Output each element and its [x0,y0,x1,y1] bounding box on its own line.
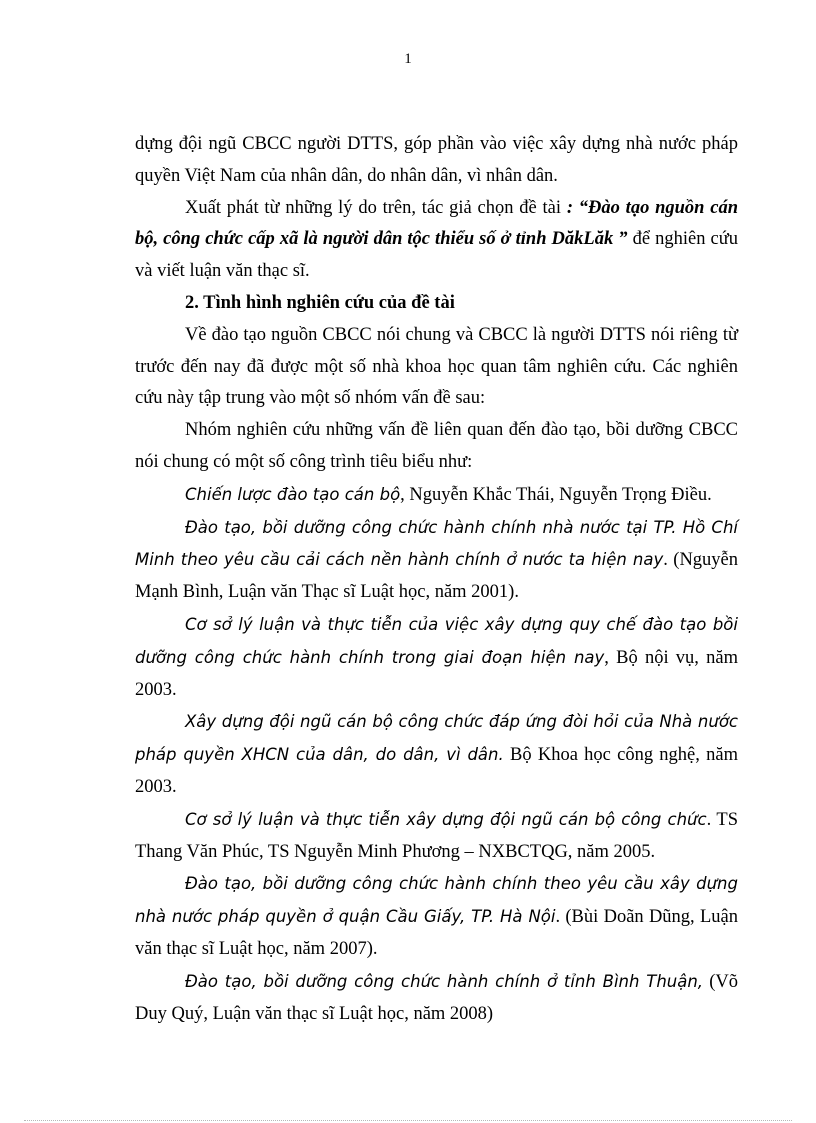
paragraph-thesis-topic [135,193,738,288]
reference-title: Đào tạo, bồi dưỡng công chức hành chính nhà nước tại TP. Hồ Chí Minh theo yêu cầu cải cách nền hành chính ở nước ta hiện nay [135,517,738,570]
reference-title: Cơ sở lý luận và thực tiễn của việc xây dựng quy chế đào tạo bồi dưỡng công chức hành chính trong giai đoạn hiện nay [135,614,738,667]
reference-item [135,706,738,803]
reference-details: . (Bùi Doãn Dũng, Luận văn thạc sĩ Luật học, năm 2007). [135,907,738,959]
reference-item [135,479,738,512]
reference-details: Bộ Khoa học công nghệ, năm 2003. [135,745,738,797]
reference-title: Cơ sở lý luận và thực tiễn xây dựng đội ngũ cán bộ công chức [185,809,707,829]
reference-title: Xây dựng đội ngũ cán bộ công chức đáp ứng đòi hỏi của Nhà nước pháp quyền XHCN của dân, do dân, vì dân. [135,712,738,765]
reference-item [135,609,738,706]
paragraph-continuation: dựng đội ngũ CBCC người DTTS, góp phần vào việc xây dựng nhà nước pháp quyền Việt Nam của nhân dân, do nhân dân, vì nhân dân. [135,134,738,186]
document-body [135,129,738,1030]
page-bottom-border [24,1120,792,1121]
reference-details: . TS Thang Văn Phúc, TS Nguyễn Minh Phương – NXBCTQG, năm 2005. [135,809,738,862]
reference-item [135,512,738,609]
paragraph-research-group: Nhóm nghiên cứu những vấn đề liên quan đến đào tạo, bồi dưỡng CBCC nói chung có một số công trình tiêu biểu như: [135,420,738,472]
reference-details: (Võ Duy Quý, Luận văn thạc sĩ Luật học, năm 2008) [135,971,739,1024]
reference-title: Đào tạo, bồi dưỡng công chức hành chính ở tỉnh Bình Thuận, [185,971,704,991]
reference-details: , Bộ nội vụ, năm 2003. [135,647,738,700]
page-number: 1 [404,51,412,67]
reference-item [135,868,738,965]
topic-lead-text: Xuất phát từ những lý do trên, tác giả chọn đề tài [185,197,562,218]
reference-title: Đào tạo, bồi dưỡng công chức hành chính theo yêu cầu xây dựng nhà nước pháp quyền ở quận Cầu Giấy, TP. Hà Nội [135,874,738,927]
reference-item [135,966,738,1031]
section-heading-text: 2. Tình hình nghiên cứu của đề tài [185,292,455,313]
reference-title: Chiến lược đào tạo cán bộ [185,484,401,504]
reference-details: . (Nguyễn Mạnh Bình, Luận văn Thạc sĩ Luật học, năm 2001). [135,550,739,603]
section-heading [135,288,738,320]
reference-item [135,804,738,869]
paragraph-research-overview: Về đào tạo nguồn CBCC nói chung và CBCC là người DTTS nói riêng từ trước đến nay đã được một số nhà khoa học quan tâm nghiên cứu. Các nghiên cứu này tập trung vào một số nhóm vấn đề sau: [135,324,738,409]
thesis-title: : “Đào tạo nguồn cán bộ, công chức cấp xã là người dân tộc thiểu số ở tỉnh DăkLăk ” [135,197,739,250]
reference-details: , Nguyễn Khắc Thái, Nguyễn Trọng Điều. [400,484,712,505]
topic-tail-text: để nghiên cứu và viết luận văn thạc sĩ. [135,229,738,282]
